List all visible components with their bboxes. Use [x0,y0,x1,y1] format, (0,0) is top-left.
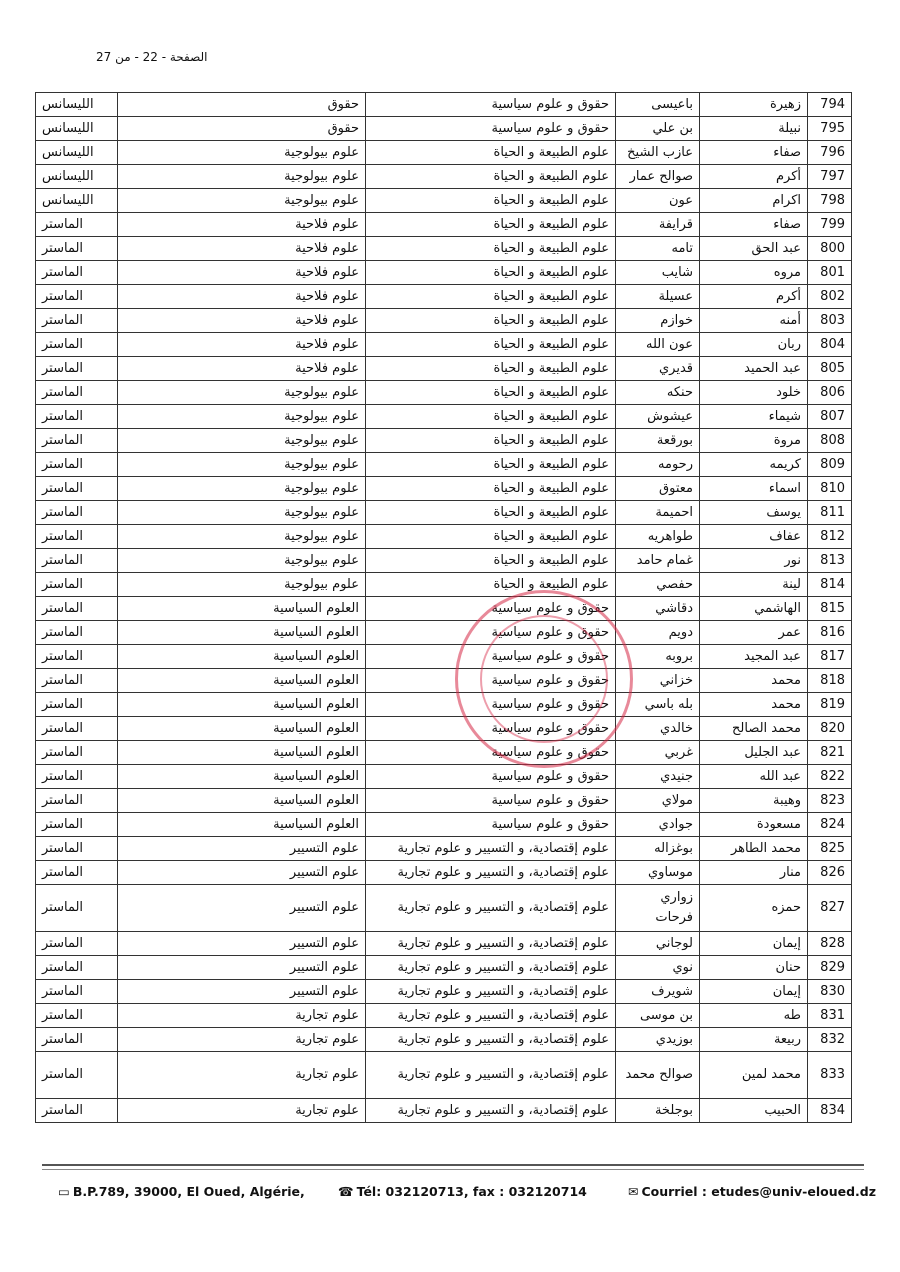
specialty-cell: علوم بيولوجية [118,501,366,525]
degree-level-cell: الماستر [36,1052,118,1099]
row-number-cell: 796 [808,141,852,165]
row-number-cell: 802 [808,285,852,309]
specialty-cell: العلوم السياسية [118,789,366,813]
specialty-cell: علوم بيولوجية [118,381,366,405]
last-name-cell: حفصي [616,573,700,597]
faculty-cell: حقوق و علوم سياسية [366,117,616,141]
degree-level-cell: الماستر [36,645,118,669]
last-name-cell: بن علي [616,117,700,141]
row-number-cell: 826 [808,861,852,885]
table-row [36,956,852,980]
table-row [36,189,852,213]
last-name-cell: موساوي [616,861,700,885]
faculty-cell: علوم الطبيعة و الحياة [366,357,616,381]
last-name-cell: عون الله [616,333,700,357]
last-name-cell: خالدي [616,717,700,741]
last-name-cell: غمام حامد [616,549,700,573]
table-row [36,885,852,932]
last-name-cell: بوجلخة [616,1099,700,1123]
degree-level-cell: الماستر [36,597,118,621]
faculty-cell: علوم الطبيعة و الحياة [366,477,616,501]
first-name-cell: اكرام [700,189,808,213]
specialty-cell: العلوم السياسية [118,693,366,717]
last-name-cell: احميمة [616,501,700,525]
last-name-cell: بوزيدي [616,1028,700,1052]
faculty-cell: علوم الطبيعة و الحياة [366,429,616,453]
last-name-cell: دويم [616,621,700,645]
faculty-cell: علوم إقتصادية، و التسيير و علوم تجارية [366,1099,616,1123]
degree-level-cell: الماستر [36,1028,118,1052]
table-row [36,525,852,549]
degree-level-cell: الماستر [36,525,118,549]
specialty-cell: علوم التسيير [118,885,366,932]
first-name-cell: أكرم [700,285,808,309]
degree-level-cell: الماستر [36,477,118,501]
specialty-cell: حقوق [118,93,366,117]
first-name-cell: ربان [700,333,808,357]
faculty-cell: حقوق و علوم سياسية [366,93,616,117]
table-row [36,813,852,837]
specialty-cell: علوم فلاحية [118,237,366,261]
last-name-cell: زواري فرحات [616,885,700,932]
specialty-cell: علوم تجارية [118,1099,366,1123]
table-row [36,1099,852,1123]
row-number-cell: 833 [808,1052,852,1099]
faculty-cell: علوم الطبيعة و الحياة [366,261,616,285]
table-row [36,837,852,861]
faculty-cell: علوم الطبيعة و الحياة [366,549,616,573]
row-number-cell: 829 [808,956,852,980]
row-number-cell: 827 [808,885,852,932]
specialty-cell: علوم تجارية [118,1028,366,1052]
degree-level-cell: الماستر [36,693,118,717]
table-row [36,405,852,429]
row-number-cell: 822 [808,765,852,789]
row-number-cell: 813 [808,549,852,573]
last-name-cell: شويرف [616,980,700,1004]
first-name-cell: نبيلة [700,117,808,141]
footer-address: ▭ B.P.789, 39000, El Oued, Algérie, [58,1184,305,1199]
degree-level-cell: الماستر [36,237,118,261]
first-name-cell: مروة [700,429,808,453]
row-number-cell: 814 [808,573,852,597]
first-name-cell: عبد الحميد [700,357,808,381]
specialty-cell: علوم بيولوجية [118,189,366,213]
first-name-cell: عبد الحق [700,237,808,261]
table-row [36,237,852,261]
last-name-cell: لوجاني [616,932,700,956]
faculty-cell: علوم إقتصادية، و التسيير و علوم تجارية [366,1028,616,1052]
degree-level-cell: الليسانس [36,189,118,213]
row-number-cell: 818 [808,669,852,693]
degree-level-cell: الليسانس [36,93,118,117]
table-row [36,621,852,645]
first-name-cell: عبد الله [700,765,808,789]
degree-level-cell: الماستر [36,1099,118,1123]
last-name-cell: قرايفة [616,213,700,237]
table-row [36,477,852,501]
row-number-cell: 803 [808,309,852,333]
degree-level-cell: الماستر [36,669,118,693]
row-number-cell: 831 [808,1004,852,1028]
last-name-cell: تامه [616,237,700,261]
degree-level-cell: الماستر [36,956,118,980]
table-row [36,669,852,693]
table-row [36,645,852,669]
last-name-cell: بله باسي [616,693,700,717]
faculty-cell: حقوق و علوم سياسية [366,813,616,837]
footer-divider [42,1164,864,1166]
faculty-cell: علوم الطبيعة و الحياة [366,213,616,237]
table-row [36,1028,852,1052]
table-row [36,453,852,477]
faculty-cell: حقوق و علوم سياسية [366,765,616,789]
specialty-cell: العلوم السياسية [118,765,366,789]
specialty-cell: علوم فلاحية [118,309,366,333]
row-number-cell: 812 [808,525,852,549]
row-number-cell: 825 [808,837,852,861]
specialty-cell: العلوم السياسية [118,669,366,693]
last-name-cell: خوازم [616,309,700,333]
first-name-cell: محمد الطاهر [700,837,808,861]
row-number-cell: 817 [808,645,852,669]
last-name-cell: جوادي [616,813,700,837]
row-number-cell: 800 [808,237,852,261]
faculty-cell: حقوق و علوم سياسية [366,621,616,645]
first-name-cell: كريمه [700,453,808,477]
degree-level-cell: الماستر [36,261,118,285]
first-name-cell: طه [700,1004,808,1028]
footer-divider-thin [42,1169,864,1170]
row-number-cell: 799 [808,213,852,237]
row-number-cell: 832 [808,1028,852,1052]
row-number-cell: 811 [808,501,852,525]
last-name-cell: بورقعة [616,429,700,453]
faculty-cell: علوم الطبيعة و الحياة [366,453,616,477]
last-name-cell: عون [616,189,700,213]
specialty-cell: علوم التسيير [118,837,366,861]
last-name-cell: صوالح عمار [616,165,700,189]
last-name-cell: معتوق [616,477,700,501]
table-row [36,117,852,141]
first-name-cell: عمر [700,621,808,645]
last-name-cell: غربي [616,741,700,765]
first-name-cell: الحبيب [700,1099,808,1123]
first-name-cell: شيماء [700,405,808,429]
first-name-cell: يوسف [700,501,808,525]
last-name-cell: عازب الشيخ [616,141,700,165]
specialty-cell: العلوم السياسية [118,717,366,741]
specialty-cell: علوم بيولوجية [118,477,366,501]
row-number-cell: 809 [808,453,852,477]
students-table [35,92,852,1123]
table-row [36,693,852,717]
first-name-cell: عفاف [700,525,808,549]
first-name-cell: صفاء [700,141,808,165]
first-name-cell: مروه [700,261,808,285]
last-name-cell: خزاني [616,669,700,693]
specialty-cell: العلوم السياسية [118,645,366,669]
table-row [36,717,852,741]
last-name-cell: قديري [616,357,700,381]
first-name-cell: صفاء [700,213,808,237]
faculty-cell: علوم إقتصادية، و التسيير و علوم تجارية [366,980,616,1004]
last-name-cell: جنيدي [616,765,700,789]
table-row [36,357,852,381]
specialty-cell: العلوم السياسية [118,621,366,645]
degree-level-cell: الماستر [36,381,118,405]
table-row [36,741,852,765]
faculty-cell: حقوق و علوم سياسية [366,645,616,669]
degree-level-cell: الماستر [36,285,118,309]
specialty-cell: علوم التسيير [118,861,366,885]
footer [58,1184,877,1204]
table-row [36,429,852,453]
degree-level-cell: الليسانس [36,165,118,189]
row-number-cell: 801 [808,261,852,285]
table-row [36,141,852,165]
faculty-cell: حقوق و علوم سياسية [366,789,616,813]
envelope-icon: ✉ [628,1184,639,1199]
specialty-cell: علوم تجارية [118,1004,366,1028]
table-row [36,1004,852,1028]
faculty-cell: حقوق و علوم سياسية [366,693,616,717]
footer-email: ✉ Courriel : etudes@univ-eloued.dz [628,1184,877,1199]
first-name-cell: حمزه [700,885,808,932]
faculty-cell: حقوق و علوم سياسية [366,717,616,741]
table-row [36,789,852,813]
last-name-cell: نوي [616,956,700,980]
row-number-cell: 795 [808,117,852,141]
row-number-cell: 821 [808,741,852,765]
mailbox-icon: ▭ [58,1184,70,1199]
first-name-cell: اسماء [700,477,808,501]
faculty-cell: علوم الطبيعة و الحياة [366,141,616,165]
last-name-cell: بروبه [616,645,700,669]
specialty-cell: العلوم السياسية [118,813,366,837]
row-number-cell: 810 [808,477,852,501]
table-row [36,213,852,237]
table-row [36,549,852,573]
first-name-cell: حنان [700,956,808,980]
first-name-cell: إيمان [700,980,808,1004]
first-name-cell: عبد الجليل [700,741,808,765]
degree-level-cell: الماستر [36,861,118,885]
specialty-cell: علوم فلاحية [118,357,366,381]
degree-level-cell: الماستر [36,980,118,1004]
table-row [36,93,852,117]
faculty-cell: حقوق و علوم سياسية [366,669,616,693]
last-name-cell: شايب [616,261,700,285]
last-name-cell: عيشوش [616,405,700,429]
specialty-cell: علوم فلاحية [118,213,366,237]
row-number-cell: 828 [808,932,852,956]
table-row [36,333,852,357]
degree-level-cell: الماستر [36,885,118,932]
first-name-cell: محمد [700,669,808,693]
table-row [36,309,852,333]
first-name-cell: محمد لمين [700,1052,808,1099]
faculty-cell: علوم الطبيعة و الحياة [366,381,616,405]
faculty-cell: علوم إقتصادية، و التسيير و علوم تجارية [366,956,616,980]
degree-level-cell: الماستر [36,765,118,789]
first-name-cell: زهيرة [700,93,808,117]
table-row [36,765,852,789]
faculty-cell: علوم الطبيعة و الحياة [366,165,616,189]
faculty-cell: علوم إقتصادية، و التسيير و علوم تجارية [366,885,616,932]
faculty-cell: علوم الطبيعة و الحياة [366,333,616,357]
row-number-cell: 807 [808,405,852,429]
degree-level-cell: الماستر [36,429,118,453]
table-row [36,501,852,525]
faculty-cell: حقوق و علوم سياسية [366,741,616,765]
last-name-cell: عسيلة [616,285,700,309]
table-row [36,861,852,885]
table-row [36,285,852,309]
degree-level-cell: الماستر [36,1004,118,1028]
degree-level-cell: الماستر [36,621,118,645]
last-name-cell: بن موسى [616,1004,700,1028]
faculty-cell: علوم الطبيعة و الحياة [366,573,616,597]
first-name-cell: عبد المجيد [700,645,808,669]
specialty-cell: علوم تجارية [118,1052,366,1099]
last-name-cell: باعيسى [616,93,700,117]
specialty-cell: علوم بيولوجية [118,429,366,453]
degree-level-cell: الماستر [36,932,118,956]
first-name-cell: ربيعة [700,1028,808,1052]
row-number-cell: 815 [808,597,852,621]
specialty-cell: حقوق [118,117,366,141]
first-name-cell: خلود [700,381,808,405]
degree-level-cell: الماستر [36,549,118,573]
table-row [36,381,852,405]
degree-level-cell: الماستر [36,501,118,525]
faculty-cell: علوم الطبيعة و الحياة [366,501,616,525]
faculty-cell: علوم الطبيعة و الحياة [366,525,616,549]
table-row [36,573,852,597]
last-name-cell: حنكه [616,381,700,405]
table-row [36,1052,852,1099]
last-name-cell: صوالح محمد [616,1052,700,1099]
row-number-cell: 824 [808,813,852,837]
degree-level-cell: الماستر [36,357,118,381]
faculty-cell: علوم إقتصادية، و التسيير و علوم تجارية [366,1052,616,1099]
table-row [36,932,852,956]
degree-level-cell: الماستر [36,333,118,357]
first-name-cell: إيمان [700,932,808,956]
table-row [36,165,852,189]
row-number-cell: 834 [808,1099,852,1123]
first-name-cell: محمد الصالح [700,717,808,741]
faculty-cell: علوم الطبيعة و الحياة [366,189,616,213]
row-number-cell: 820 [808,717,852,741]
faculty-cell: علوم الطبيعة و الحياة [366,237,616,261]
telephone-icon: ☎ [338,1184,354,1199]
degree-level-cell: الليسانس [36,117,118,141]
degree-level-cell: الماستر [36,813,118,837]
degree-level-cell: الماستر [36,717,118,741]
last-name-cell: رحومه [616,453,700,477]
row-number-cell: 830 [808,980,852,1004]
faculty-cell: علوم الطبيعة و الحياة [366,405,616,429]
last-name-cell: بوغزاله [616,837,700,861]
degree-level-cell: الماستر [36,453,118,477]
first-name-cell: لينة [700,573,808,597]
specialty-cell: علوم التسيير [118,932,366,956]
degree-level-cell: الماستر [36,309,118,333]
specialty-cell: علوم بيولوجية [118,141,366,165]
first-name-cell: منار [700,861,808,885]
specialty-cell: علوم بيولوجية [118,165,366,189]
specialty-cell: العلوم السياسية [118,741,366,765]
first-name-cell: نور [700,549,808,573]
first-name-cell: وهيبة [700,789,808,813]
first-name-cell: الهاشمي [700,597,808,621]
row-number-cell: 797 [808,165,852,189]
degree-level-cell: الماستر [36,405,118,429]
page-number-label: الصفحة - 22 - من 27 [96,50,208,64]
faculty-cell: علوم إقتصادية، و التسيير و علوم تجارية [366,932,616,956]
specialty-cell: علوم بيولوجية [118,453,366,477]
faculty-cell: علوم الطبيعة و الحياة [366,285,616,309]
faculty-cell: علوم إقتصادية، و التسيير و علوم تجارية [366,861,616,885]
specialty-cell: علوم بيولوجية [118,405,366,429]
specialty-cell: علوم فلاحية [118,285,366,309]
degree-level-cell: الليسانس [36,141,118,165]
faculty-cell: علوم الطبيعة و الحياة [366,309,616,333]
row-number-cell: 794 [808,93,852,117]
degree-level-cell: الماستر [36,741,118,765]
faculty-cell: علوم إقتصادية، و التسيير و علوم تجارية [366,837,616,861]
last-name-cell: دقاشي [616,597,700,621]
row-number-cell: 805 [808,357,852,381]
specialty-cell: علوم التسيير [118,956,366,980]
row-number-cell: 804 [808,333,852,357]
row-number-cell: 816 [808,621,852,645]
specialty-cell: علوم بيولوجية [118,573,366,597]
faculty-cell: علوم إقتصادية، و التسيير و علوم تجارية [366,1004,616,1028]
table-row [36,261,852,285]
degree-level-cell: الماستر [36,837,118,861]
specialty-cell: علوم فلاحية [118,333,366,357]
row-number-cell: 823 [808,789,852,813]
first-name-cell: مسعودة [700,813,808,837]
first-name-cell: أمنه [700,309,808,333]
row-number-cell: 808 [808,429,852,453]
last-name-cell: طواهريه [616,525,700,549]
degree-level-cell: الماستر [36,573,118,597]
faculty-cell: حقوق و علوم سياسية [366,597,616,621]
last-name-cell: مولاي [616,789,700,813]
degree-level-cell: الماستر [36,789,118,813]
degree-level-cell: الماستر [36,213,118,237]
row-number-cell: 819 [808,693,852,717]
first-name-cell: محمد [700,693,808,717]
row-number-cell: 798 [808,189,852,213]
table-row [36,980,852,1004]
footer-phone: ☎ Tél: 032120713, fax : 032120714 [338,1184,587,1199]
row-number-cell: 806 [808,381,852,405]
table-row [36,597,852,621]
specialty-cell: العلوم السياسية [118,597,366,621]
first-name-cell: أكرم [700,165,808,189]
specialty-cell: علوم التسيير [118,980,366,1004]
specialty-cell: علوم فلاحية [118,261,366,285]
specialty-cell: علوم بيولوجية [118,525,366,549]
specialty-cell: علوم بيولوجية [118,549,366,573]
